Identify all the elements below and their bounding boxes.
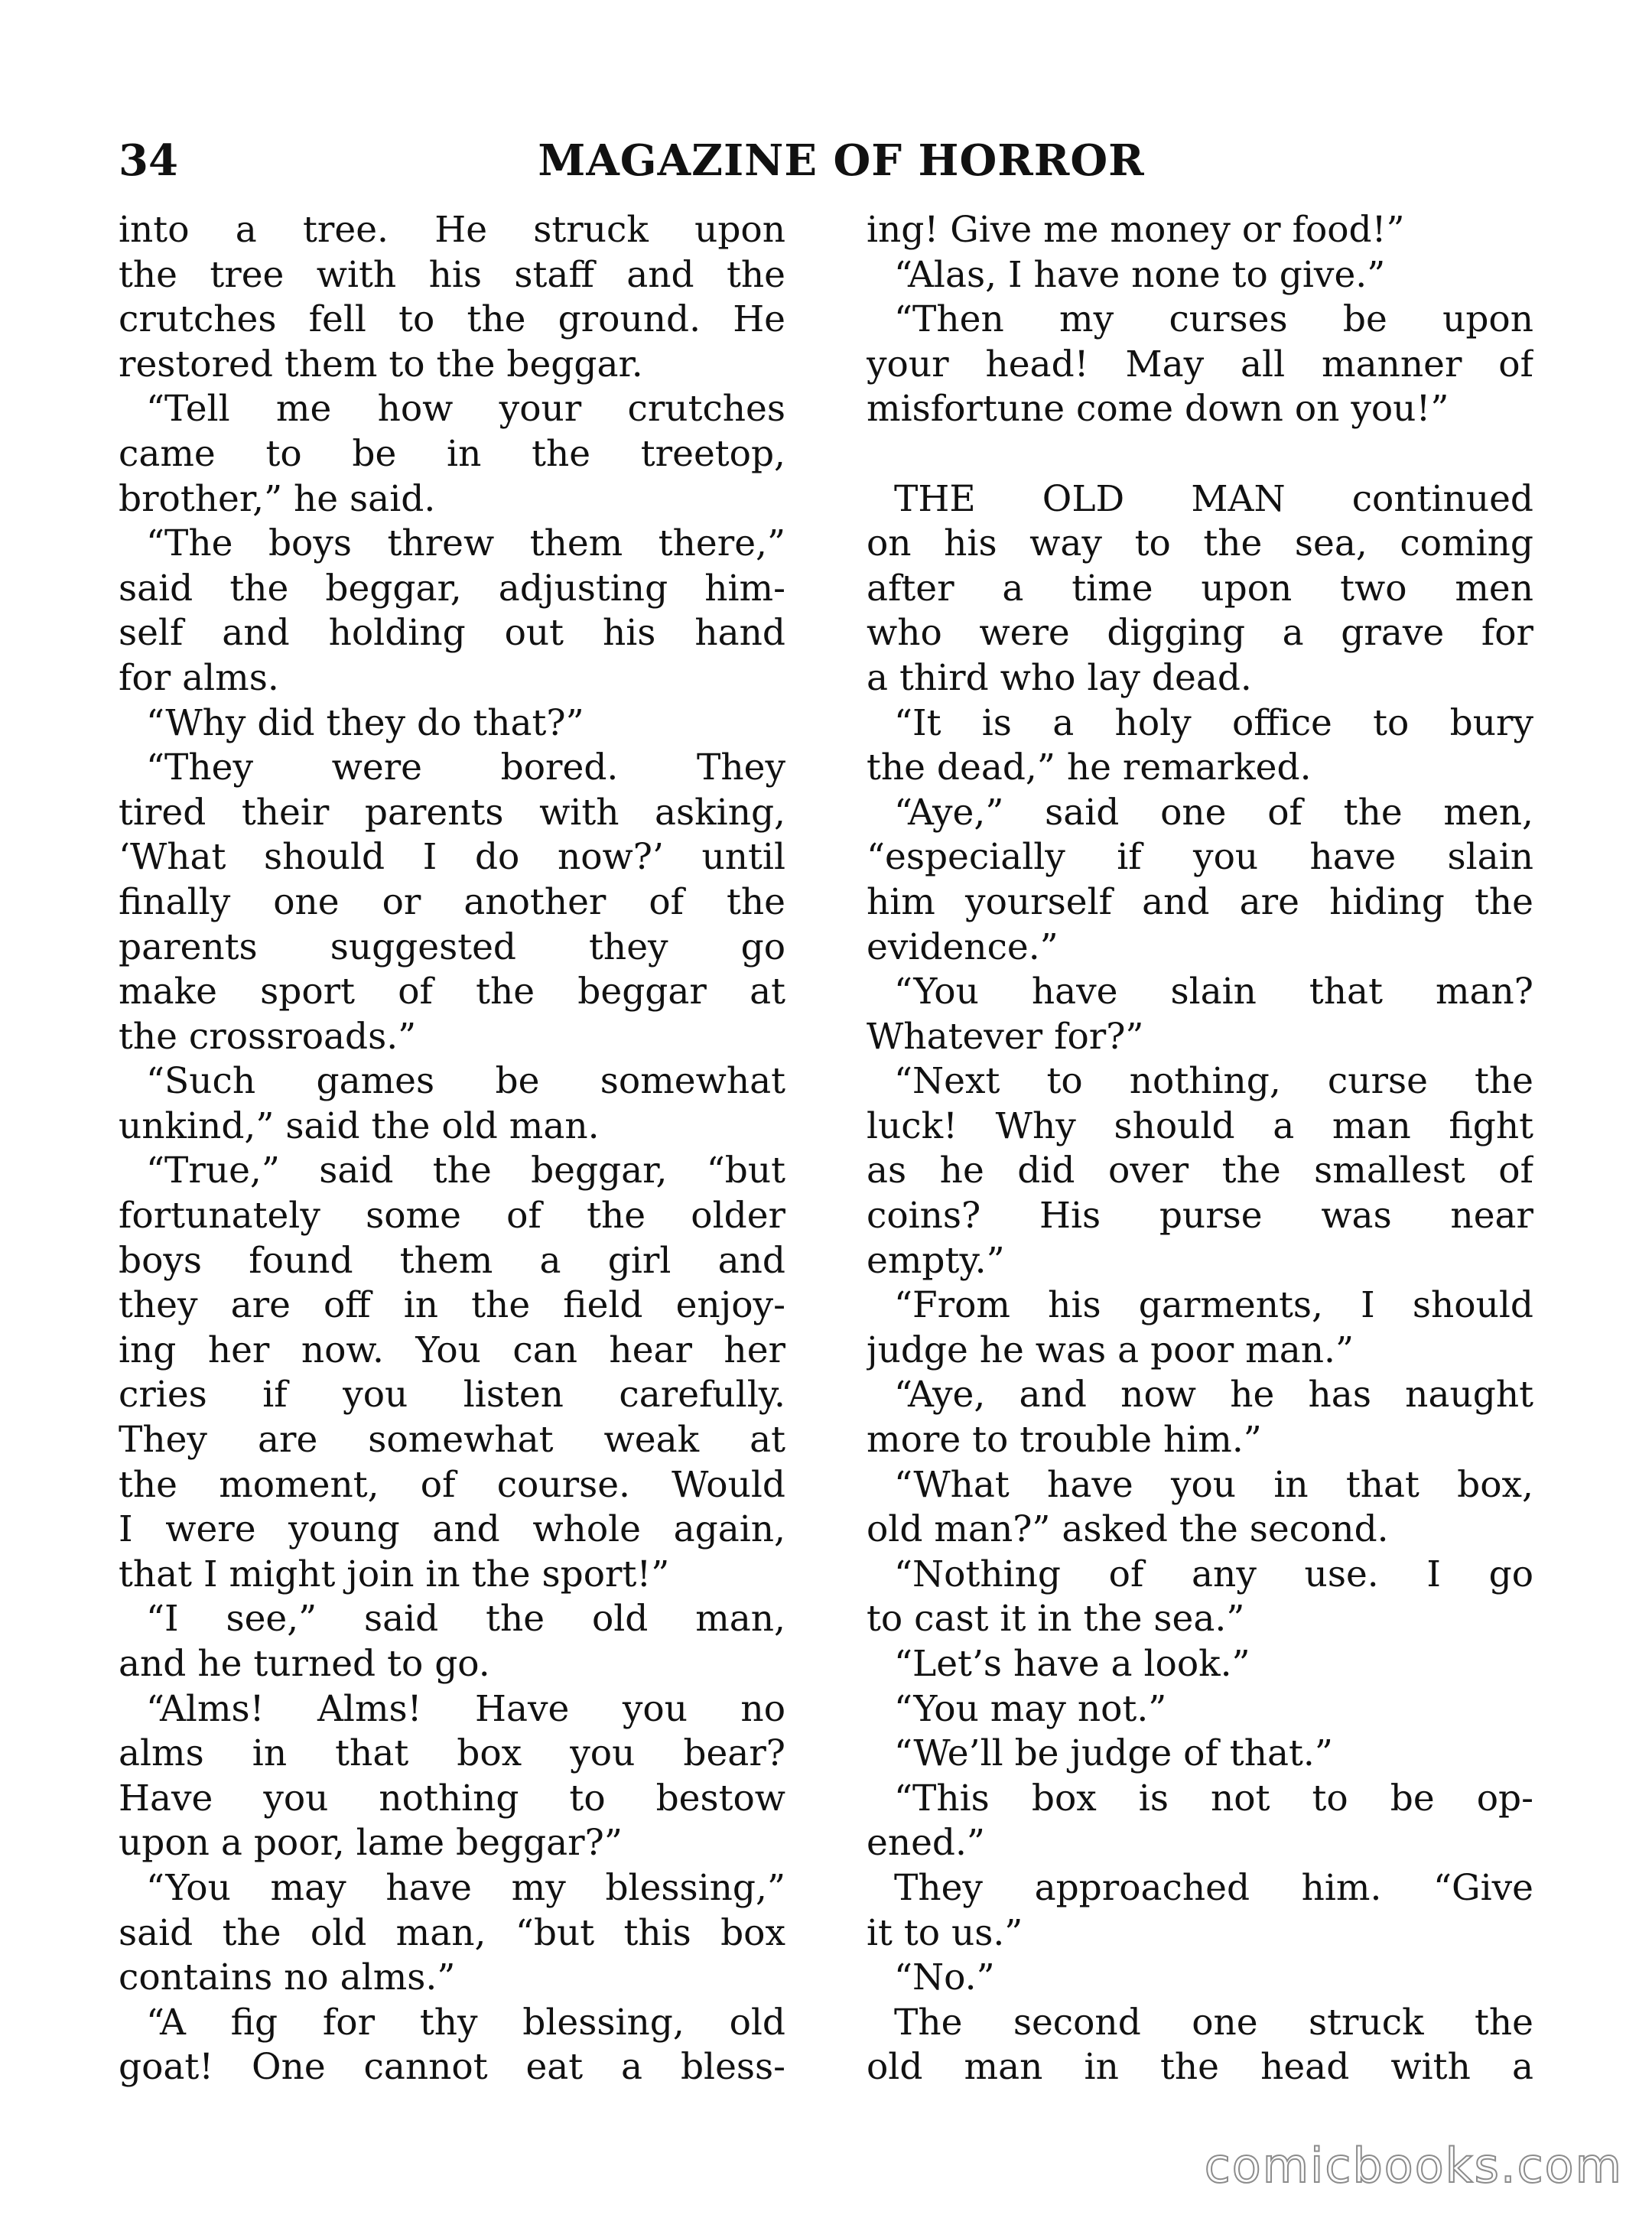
text-line: they are off in the field enjoy- (119, 1284, 785, 1327)
text-line: “Such games be somewhat (146, 1060, 785, 1103)
text-line: self and holding out his hand (119, 612, 785, 655)
text-line: finally one or another of the (119, 880, 785, 923)
text-line: parents suggested they go (119, 925, 785, 968)
text-line: on his way to the sea, coming (867, 522, 1533, 565)
text-line: “They were bored. They (146, 746, 785, 789)
text-line: “It is a holy office to bury (894, 701, 1533, 744)
text-line: “Nothing of any use. I go (894, 1553, 1533, 1595)
text-line: the dead,” he remarked. (867, 746, 1312, 789)
text-line: ‘What should I do now?’ until (119, 836, 785, 879)
right-text-column (867, 208, 1533, 2090)
text-line: “This box is not to be op- (894, 1777, 1533, 1820)
page-number: 34 (119, 135, 178, 186)
text-line: old man in the head with a (867, 2046, 1533, 2089)
text-line: brother,” he said. (119, 477, 436, 520)
text-line: more to trouble him.” (867, 1419, 1262, 1462)
text-line: cries if you listen carefully. (119, 1374, 785, 1416)
watermark-logo: comicbooks.com (1204, 2138, 1623, 2194)
text-line: the tree with his staff and the (119, 253, 785, 296)
text-line: as he did over the smallest of (867, 1150, 1533, 1192)
text-line: fortunately some of the older (119, 1195, 785, 1237)
text-line: for alms. (119, 656, 279, 699)
left-text-column (119, 208, 785, 2090)
text-line: “You may have my blessing,” (146, 1866, 785, 1909)
text-line: They are somewhat weak at (119, 1419, 785, 1462)
text-line: it to us.” (867, 1911, 1023, 1954)
text-line: “Then my curses be upon (894, 298, 1533, 341)
text-line: “No.” (894, 1956, 995, 1999)
text-line: They approached him. “Give (894, 1866, 1533, 1909)
text-line: who were digging a grave for (867, 612, 1533, 655)
text-line: old man?” asked the second. (867, 1508, 1389, 1551)
text-line: “Let’s have a look.” (894, 1643, 1250, 1685)
text-line: misfortune come down on you!” (867, 388, 1449, 431)
text-line: evidence.” (867, 925, 1059, 968)
text-line: after a time upon two men (867, 567, 1533, 610)
text-line: boys found them a girl and (119, 1239, 785, 1282)
text-line: restored them to the beggar. (119, 343, 643, 385)
text-line: “A fig for thy blessing, old (146, 2001, 785, 2044)
text-line: said the beggar, adjusting him- (119, 567, 785, 610)
text-line: tired their parents with asking, (119, 791, 785, 834)
text-line: upon a poor, lame beggar?” (119, 1822, 623, 1865)
text-line: “Aye,” said one of the men, (894, 791, 1533, 834)
text-line: THE OLD MAN continued (894, 477, 1533, 520)
text-line: “The boys threw them there,” (146, 522, 785, 565)
text-line: “Tell me how your crutches (146, 388, 785, 431)
text-line: “especially if you have slain (867, 836, 1533, 879)
text-line: “You have slain that man? (894, 971, 1533, 1013)
page-header (119, 126, 1533, 195)
text-line: “Why did they do that?” (146, 701, 584, 744)
text-line: ing! Give me money or food!” (867, 209, 1405, 251)
text-line: empty.” (867, 1239, 1005, 1282)
text-line: “Alms! Alms! Have you no (146, 1687, 785, 1730)
text-line: contains no alms.” (119, 1956, 456, 1999)
text-line: your head! May all manner of (867, 343, 1533, 385)
text-line: “What have you in that box, (894, 1463, 1533, 1506)
text-line: the moment, of course. Would (119, 1463, 785, 1506)
text-line: judge he was a poor man.” (867, 1329, 1354, 1371)
text-line: I were young and whole again, (119, 1508, 785, 1551)
text-line: “From his garments, I should (894, 1284, 1533, 1327)
text-line: make sport of the beggar at (119, 971, 785, 1013)
text-line: “Aye, and now he has naught (894, 1374, 1533, 1416)
text-line: luck! Why should a man fight (867, 1104, 1533, 1147)
text-line: coins? His purse was near (867, 1195, 1533, 1237)
text-line: him yourself and are hiding the (867, 880, 1533, 923)
text-line: “Alas, I have none to give.” (894, 253, 1386, 296)
text-line: goat! One cannot eat a bless- (119, 2046, 785, 2089)
text-line: The second one struck the (894, 2001, 1533, 2044)
text-line: Have you nothing to bestow (119, 1777, 785, 1820)
text-line: a third who lay dead. (867, 656, 1252, 699)
text-line: ened.” (867, 1822, 985, 1865)
running-head-title: MAGAZINE OF HORROR (538, 135, 1145, 186)
text-line: came to be in the treetop, (119, 432, 785, 475)
text-line: “True,” said the beggar, “but (146, 1150, 785, 1192)
text-line: Whatever for?” (867, 1015, 1144, 1058)
text-line: into a tree. He struck upon (119, 209, 785, 251)
text-line: “We’ll be judge of that.” (894, 1732, 1333, 1775)
text-line: that I might join in the sport!” (119, 1553, 670, 1595)
text-line: to cast it in the sea.” (867, 1598, 1245, 1641)
text-line: ing her now. You can hear her (119, 1329, 785, 1371)
text-line: and he turned to go. (119, 1643, 490, 1685)
text-line: “I see,” said the old man, (146, 1598, 785, 1641)
text-line: alms in that box you bear? (119, 1732, 785, 1775)
text-line: “Next to nothing, curse the (894, 1060, 1533, 1103)
text-line: unkind,” said the old man. (119, 1104, 600, 1147)
text-line: said the old man, “but this box (119, 1911, 785, 1954)
text-line: the crossroads.” (119, 1015, 417, 1058)
text-line: “You may not.” (894, 1687, 1167, 1730)
text-line: crutches fell to the ground. He (119, 298, 785, 341)
paragraph-gap (867, 432, 1533, 477)
